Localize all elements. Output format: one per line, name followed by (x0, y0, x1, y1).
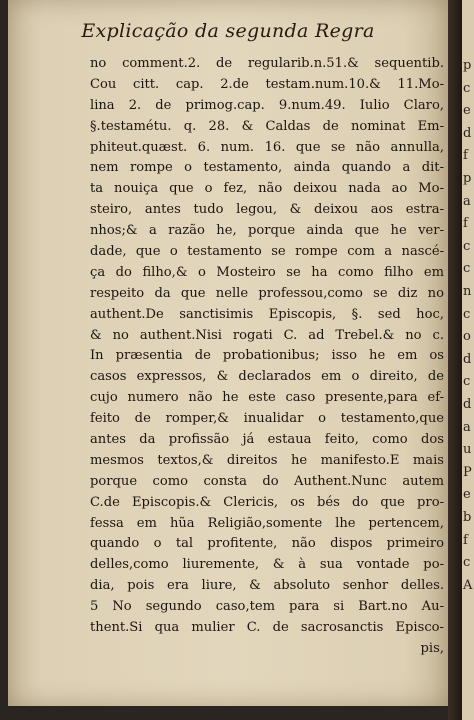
text-line: steiro, antes tudo legou, & deixou aos estra- (90, 202, 444, 218)
facing-page-letter: p (463, 58, 472, 73)
facing-page-letter: d (463, 397, 472, 412)
text-line: porque como consta do Authent.Nunc autem (90, 473, 444, 489)
text-line: cujo numero não he este caso presente,para ef- (90, 390, 444, 406)
facing-page-letter: e (463, 103, 471, 119)
facing-page-letter: c (463, 555, 471, 571)
text-line: feito de romper,& inualidar o testamento,que (90, 411, 444, 427)
text-line: thent.Si qua mulier C. de sacrosanctis Episco- (90, 620, 444, 636)
text-line: fessa em hũa Religião,somente lhe pertencem, (90, 515, 444, 531)
text-line: In præsentia de probationibus; isso he em os (90, 348, 444, 364)
facing-page-letter: c (463, 238, 471, 254)
facing-page-letter: c (463, 80, 471, 96)
body-text (90, 54, 444, 660)
text-line: dia, pois era liure, & absoluto senhor delles. (90, 578, 444, 594)
facing-page-letter: f (463, 532, 468, 548)
facing-page-letter: A (463, 577, 473, 593)
running-header: Explicação da segunda Regra (81, 20, 375, 42)
text-line: nem rompe o testamento, ainda quando a dit- (90, 160, 444, 176)
text-line: 5 No segundo caso,tem para si Bart.no Au- (90, 599, 444, 615)
text-line: C.de Episcopis.& Clericis, os bés do que pro- (90, 494, 444, 510)
book-gutter (448, 0, 462, 720)
text-line: mesmos textos,& direitos he manifesto.E mais (90, 452, 444, 468)
facing-page-letter: u (463, 442, 472, 458)
text-line: no comment.2. de regularib.n.51.& sequentib. (90, 56, 444, 71)
text-line: quando o tal profitente, não dispos primeiro (90, 536, 444, 552)
text-line: delles,como liuremente, & à sua vontade po- (90, 557, 444, 573)
facing-page-letter: c (463, 261, 471, 277)
text-line: pis, (420, 640, 444, 656)
text-line: §.testamétu. q. 28. & Caldas de nominat Em- (90, 118, 444, 134)
text-line: dade, que o testamento se rompe com a nascé- (90, 244, 444, 260)
book-page (8, 0, 448, 706)
text-line: phiteut.quæst. 6. num. 16. que se não annulla, (90, 139, 444, 155)
facing-page-letter: a (463, 193, 471, 209)
facing-page-letter: p (463, 171, 472, 186)
facing-page-letter: f (463, 216, 468, 232)
text-line: lina 2. de primog.cap. 9.num.49. Iulio Claro, (90, 97, 444, 113)
text-line: antes da profissão já estaua feito, como dos (90, 432, 444, 448)
facing-page-letter: o (463, 329, 471, 345)
facing-page-letter: b (463, 510, 472, 525)
facing-page-edge (462, 0, 474, 720)
text-line: authent.De sanctisimis Episcopis, §. sed hoc, (90, 306, 444, 322)
text-line: casos expressos, & declarados em o direito, de (90, 369, 444, 385)
facing-page-letter: a (463, 419, 471, 435)
text-line: nhos;& a razão he, porque ainda que he ver- (90, 223, 444, 239)
text-line: ça do filho,& o Mosteiro se ha como filho em (90, 264, 444, 280)
facing-page-letter: e (463, 487, 471, 503)
facing-page-letter: n (463, 284, 472, 299)
facing-page-letter: P (463, 464, 472, 480)
facing-page-letter: c (463, 374, 471, 390)
text-line: & no authent.Nisi rogati C. ad Trebel.& no c. (90, 327, 444, 343)
facing-page-letter: f (463, 148, 468, 164)
facing-page-letter: d (463, 125, 472, 141)
facing-page-letter: d (463, 351, 472, 367)
text-line: respeito da que nelle professou,como se diz no (90, 285, 444, 301)
facing-page-letter: c (463, 306, 471, 322)
text-line: Cou citt. cap. 2.de testam.num.10.& 11.Mo- (90, 76, 444, 92)
text-line: ta nouiça que o fez, não deixou nada ao Mo- (90, 181, 444, 197)
